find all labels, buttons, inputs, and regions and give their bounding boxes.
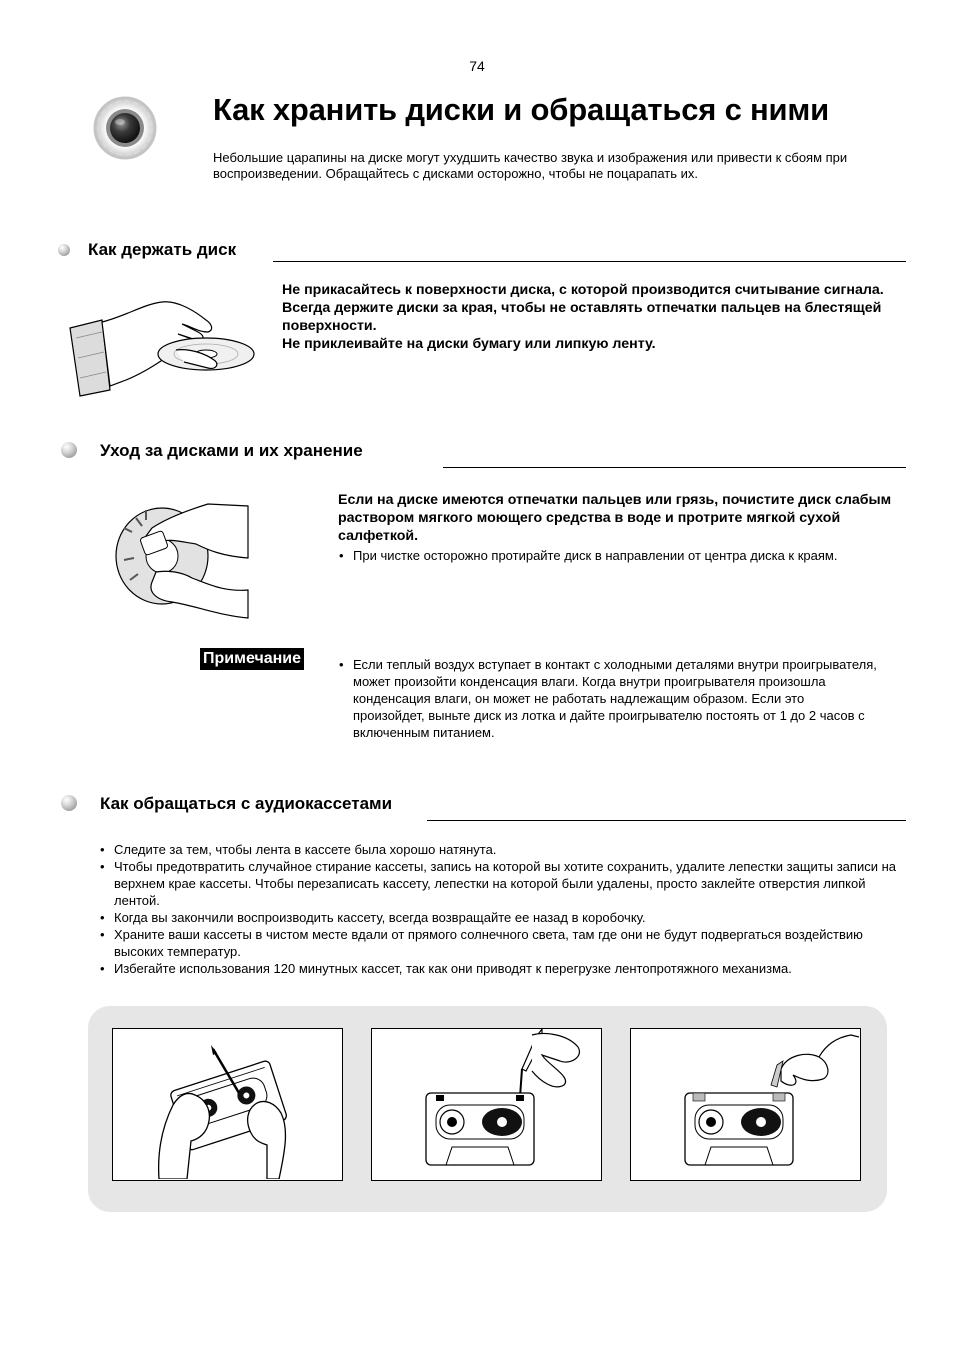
intro-text: Небольшие царапины на диске могут ухудшить качество звука и изображения или привести к сбоям при воспроизведении. Обращайтесь с дисками осторожно, чтобы не поцарапать их. xyxy=(213,150,848,181)
list-item: • Избегайте использования 120 минутных кассет, так как они приводят к перегрузке лентопротяжного механизма. xyxy=(99,960,899,977)
section-rule xyxy=(427,820,906,821)
section-rule xyxy=(443,467,906,468)
list-item: • При чистке осторожно протирайте диск в направлении от центра диска к краям. xyxy=(338,547,908,564)
list-item: • Следите за тем, чтобы лента в кассете была хорошо натянута. xyxy=(99,841,899,858)
section-bullet-icon xyxy=(61,795,77,811)
cassette-tape-covering-illustration xyxy=(630,1028,861,1181)
section-title-hold: Как держать диск xyxy=(88,240,237,259)
disc-cleaning-illustration xyxy=(112,498,252,620)
hold-text-1: Не прикасайтесь к поверхности диска, с которой производится считывание сигнала. Всегда держите диски за края, чтобы не оставлять отпечатки пальцев на блестящей поверхности. xyxy=(282,282,884,334)
section-title-care: Уход за дисками и их хранение xyxy=(100,441,363,460)
hold-instructions xyxy=(282,281,907,353)
page-number: 74 xyxy=(469,58,485,74)
cassette-tightening-illustration xyxy=(112,1028,343,1181)
disc-icon xyxy=(92,95,160,163)
section-title-cassette: Как обращаться с аудиокассетами xyxy=(100,794,393,813)
note-label: Примечание xyxy=(200,648,304,670)
list-item: • Храните ваши кассеты в чистом месте вдали от прямого солнечного света, там где они не будут подвергаться воздействию высоких температур. xyxy=(99,926,899,960)
section-bullet-icon xyxy=(58,244,70,256)
section-bullet-icon xyxy=(61,442,77,458)
hand-holding-disc-illustration xyxy=(66,298,266,398)
cassette-bullet-list xyxy=(99,841,899,977)
list-item: • Чтобы предотвратить случайное стирание кассеты, запись на которой вы хотите сохранить, удалите лепестки защиты записи на верхнем крае кассеты. Чтобы перезаписать кассету, лепестки на которой были удалены, просто заклейте отверстия липкой лентой. xyxy=(99,858,899,909)
care-bullet-list xyxy=(338,547,908,564)
hold-text-2: Не приклеивайте на диски бумагу или липкую ленту. xyxy=(282,336,656,352)
note-bullet-list xyxy=(338,656,878,741)
section-rule xyxy=(273,261,906,262)
care-instructions: Если на диске имеются отпечатки пальцев или грязь, почистите диск слабым раствором мягкого моющего средства в воде и протрите мягкой сухой салфеткой. xyxy=(338,492,892,544)
list-item: • Если теплый воздух вступает в контакт с холодными деталями внутри проигрывателя, может произойти конденсация влаги. Когда внутри проигрывателя произошла конденсация влаги, он может не работать надлежащим образом. Если это произойдет, выньте диск из лотка и дайте проигрывателю постоять от 1 до 2 часов с включенным питанием. xyxy=(338,656,878,741)
cassette-tab-removal-illustration xyxy=(371,1028,602,1181)
list-item: • Когда вы закончили воспроизводить кассету, всегда возвращайте ее назад в коробочку. xyxy=(99,909,899,926)
page-title: Как хранить диски и обращаться с ними xyxy=(213,92,829,127)
